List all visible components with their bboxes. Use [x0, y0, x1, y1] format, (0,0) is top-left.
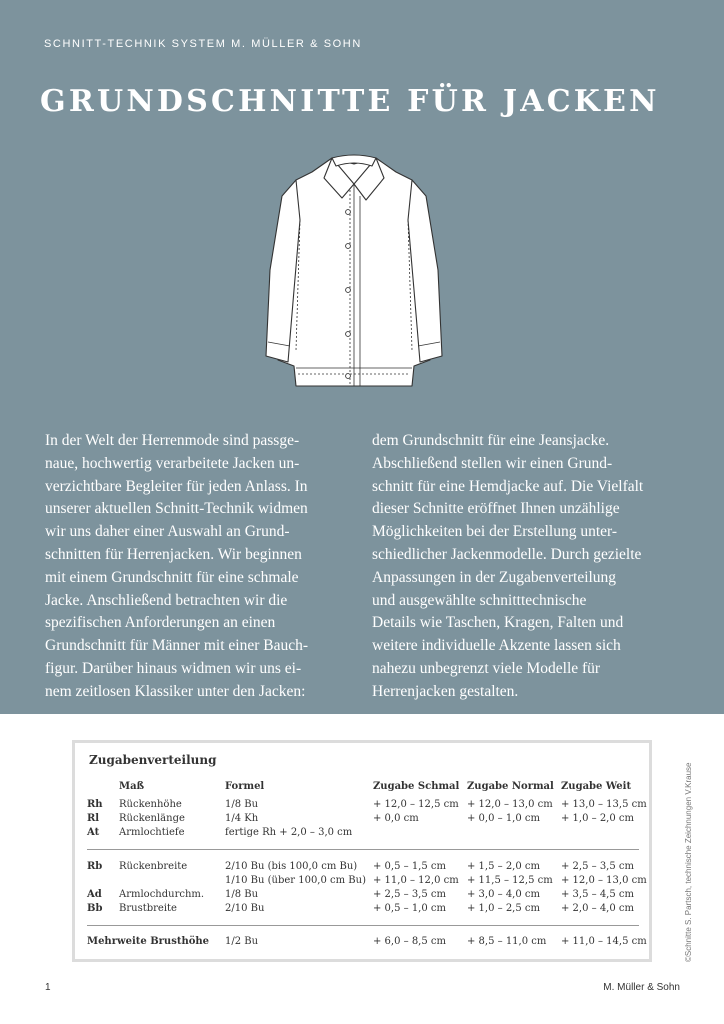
row-formel: 2/10 Bu (bis 100,0 cm Bu)	[225, 861, 358, 872]
row-schmal: + 0,5 – 1,5 cm	[373, 861, 446, 872]
footer-row-name: Mehrweite Brusthöhe	[87, 936, 210, 947]
table-title: Zugabenverteilung	[89, 753, 217, 767]
row-name: Brustbreite	[119, 903, 177, 914]
row-schmal: + 11,0 – 12,0 cm	[373, 875, 459, 886]
intro-line: Abschließend stellen wir einen Grund-	[372, 454, 613, 472]
row-abbr: Rl	[87, 813, 100, 824]
row-schmal: + 0,5 – 1,0 cm	[373, 903, 446, 914]
row-name: Rückenbreite	[119, 861, 188, 872]
intro-line: dieser Schnitte eröffnet Ihnen unzählige	[372, 500, 620, 518]
col-header-formel: Formel	[225, 781, 265, 792]
footer-brand: M. Müller & Sohn	[603, 982, 680, 993]
row-normal: + 1,0 – 2,5 cm	[467, 903, 540, 914]
intro-line: dem Grundschnitt für eine Jeansjacke.	[372, 432, 610, 449]
intro-line: und ausgewählte schnitttechnische	[372, 591, 587, 609]
row-name: Armlochtiefe	[119, 827, 185, 838]
col-header-schmal: Zugabe Schmal	[373, 781, 460, 792]
row-weit: + 3,5 – 4,5 cm	[561, 889, 634, 900]
row-abbr: Rh	[87, 799, 103, 810]
row-schmal: + 2,5 – 3,5 cm	[373, 889, 446, 900]
intro-left-column	[45, 430, 355, 704]
intro-line: Möglichkeiten bei der Erstellung unter-	[372, 523, 618, 541]
intro-line: verzichtbare Begleiter für jeden Anlass. In	[45, 477, 308, 495]
row-formel: 1/8 Bu	[225, 799, 259, 810]
row-normal: + 1,5 – 2,0 cm	[467, 861, 540, 872]
row-formel: fertige Rh + 2,0 – 3,0 cm	[225, 827, 353, 838]
intro-line: mit einem Grundschnitt für eine schmale	[45, 568, 299, 586]
row-weit: + 12,0 – 13,0 cm	[561, 875, 647, 886]
intro-line: schnitt für eine Hemdjacke auf. Die Vielfalt	[372, 477, 644, 495]
row-weit: + 2,5 – 3,5 cm	[561, 861, 634, 872]
row-normal: + 12,0 – 13,0 cm	[467, 799, 553, 810]
row-name: Rückenhöhe	[119, 799, 182, 810]
row-normal: + 11,5 – 12,5 cm	[467, 875, 553, 886]
intro-line: weitere individuelle Akzente lassen sich	[372, 637, 621, 655]
intro-line: schiedlicher Jackenmodelle. Durch gezielte	[372, 545, 642, 563]
row-schmal: + 0,0 cm	[373, 813, 419, 824]
row-formel: 2/10 Bu	[225, 903, 265, 914]
footer-row-formel: 1/2 Bu	[225, 936, 259, 947]
intro-line: Details wie Taschen, Kragen, Falten und	[372, 614, 624, 632]
intro-right-column	[372, 430, 692, 704]
footer-row-schmal: + 6,0 – 8,5 cm	[373, 936, 446, 947]
row-formel: 1/8 Bu	[225, 889, 259, 900]
intro-line: Anpassungen in der Zugabenverteilung	[372, 568, 617, 586]
col-header-mass: Maß	[119, 781, 145, 792]
row-weit: + 13,0 – 13,5 cm	[561, 799, 647, 810]
table-grid	[75, 743, 649, 959]
zugaben-table	[72, 740, 652, 962]
intro-line: In der Welt der Herrenmode sind passge-	[45, 432, 300, 449]
row-normal: + 0,0 – 1,0 cm	[467, 813, 540, 824]
row-abbr: Rb	[87, 861, 103, 872]
intro-line: nahezu unbegrenzt viele Modelle für	[372, 659, 601, 677]
col-header-normal: Zugabe Normal	[467, 781, 554, 792]
intro-line: wir uns daher einer Auswahl an Grund-	[45, 523, 290, 541]
intro-line: Jacke. Anschließend betrachten wir die	[45, 591, 288, 609]
series-kicker: SCHNITT-TECHNIK SYSTEM M. MÜLLER & SOHN	[44, 38, 362, 50]
page-number: 1	[45, 982, 51, 993]
footer-row-normal: + 8,5 – 11,0 cm	[467, 936, 547, 947]
intro-line: Herrenjacken gestalten.	[372, 682, 519, 700]
row-formel: 1/4 Kh	[225, 813, 259, 824]
row-name: Armlochdurchm.	[119, 889, 205, 900]
row-weit: + 2,0 – 4,0 cm	[561, 903, 634, 914]
footer-row-weit: + 11,0 – 14,5 cm	[561, 936, 647, 947]
image-credit: ©Schnitte S. Partsch, technische Zeichnungen V.Krause	[684, 762, 693, 962]
intro-line: figur. Darüber hinaus widmen wir uns ei-	[45, 659, 302, 677]
page-title: GRUNDSCHNITTE FÜR JACKEN	[40, 84, 660, 119]
row-abbr: At	[87, 827, 100, 838]
table-divider	[87, 849, 639, 850]
row-abbr: Ad	[87, 889, 102, 900]
row-schmal: + 12,0 – 12,5 cm	[373, 799, 459, 810]
jacket-illustration	[262, 150, 446, 398]
intro-line: nem zeitlosen Klassiker unter den Jacken:	[45, 682, 306, 700]
intro-line: unserer aktuellen Schnitt-Technik widmen	[45, 500, 308, 518]
row-abbr: Bb	[87, 903, 103, 914]
col-header-weit: Zugabe Weit	[561, 781, 632, 792]
row-normal: + 3,0 – 4,0 cm	[467, 889, 540, 900]
intro-line: Grundschnitt für Männer mit einer Bauch-	[45, 637, 308, 655]
table-divider	[87, 925, 639, 926]
intro-line: spezifischen Anforderungen an einen	[45, 614, 276, 632]
intro-line: naue, hochwertig verarbeitete Jacken un-	[45, 454, 300, 472]
row-name: Rückenlänge	[119, 813, 185, 824]
row-formel: 1/10 Bu (über 100,0 cm Bu)	[225, 875, 366, 886]
intro-line: schnitten für Herrenjacken. Wir beginnen	[45, 545, 302, 563]
row-weit: + 1,0 – 2,0 cm	[561, 813, 634, 824]
